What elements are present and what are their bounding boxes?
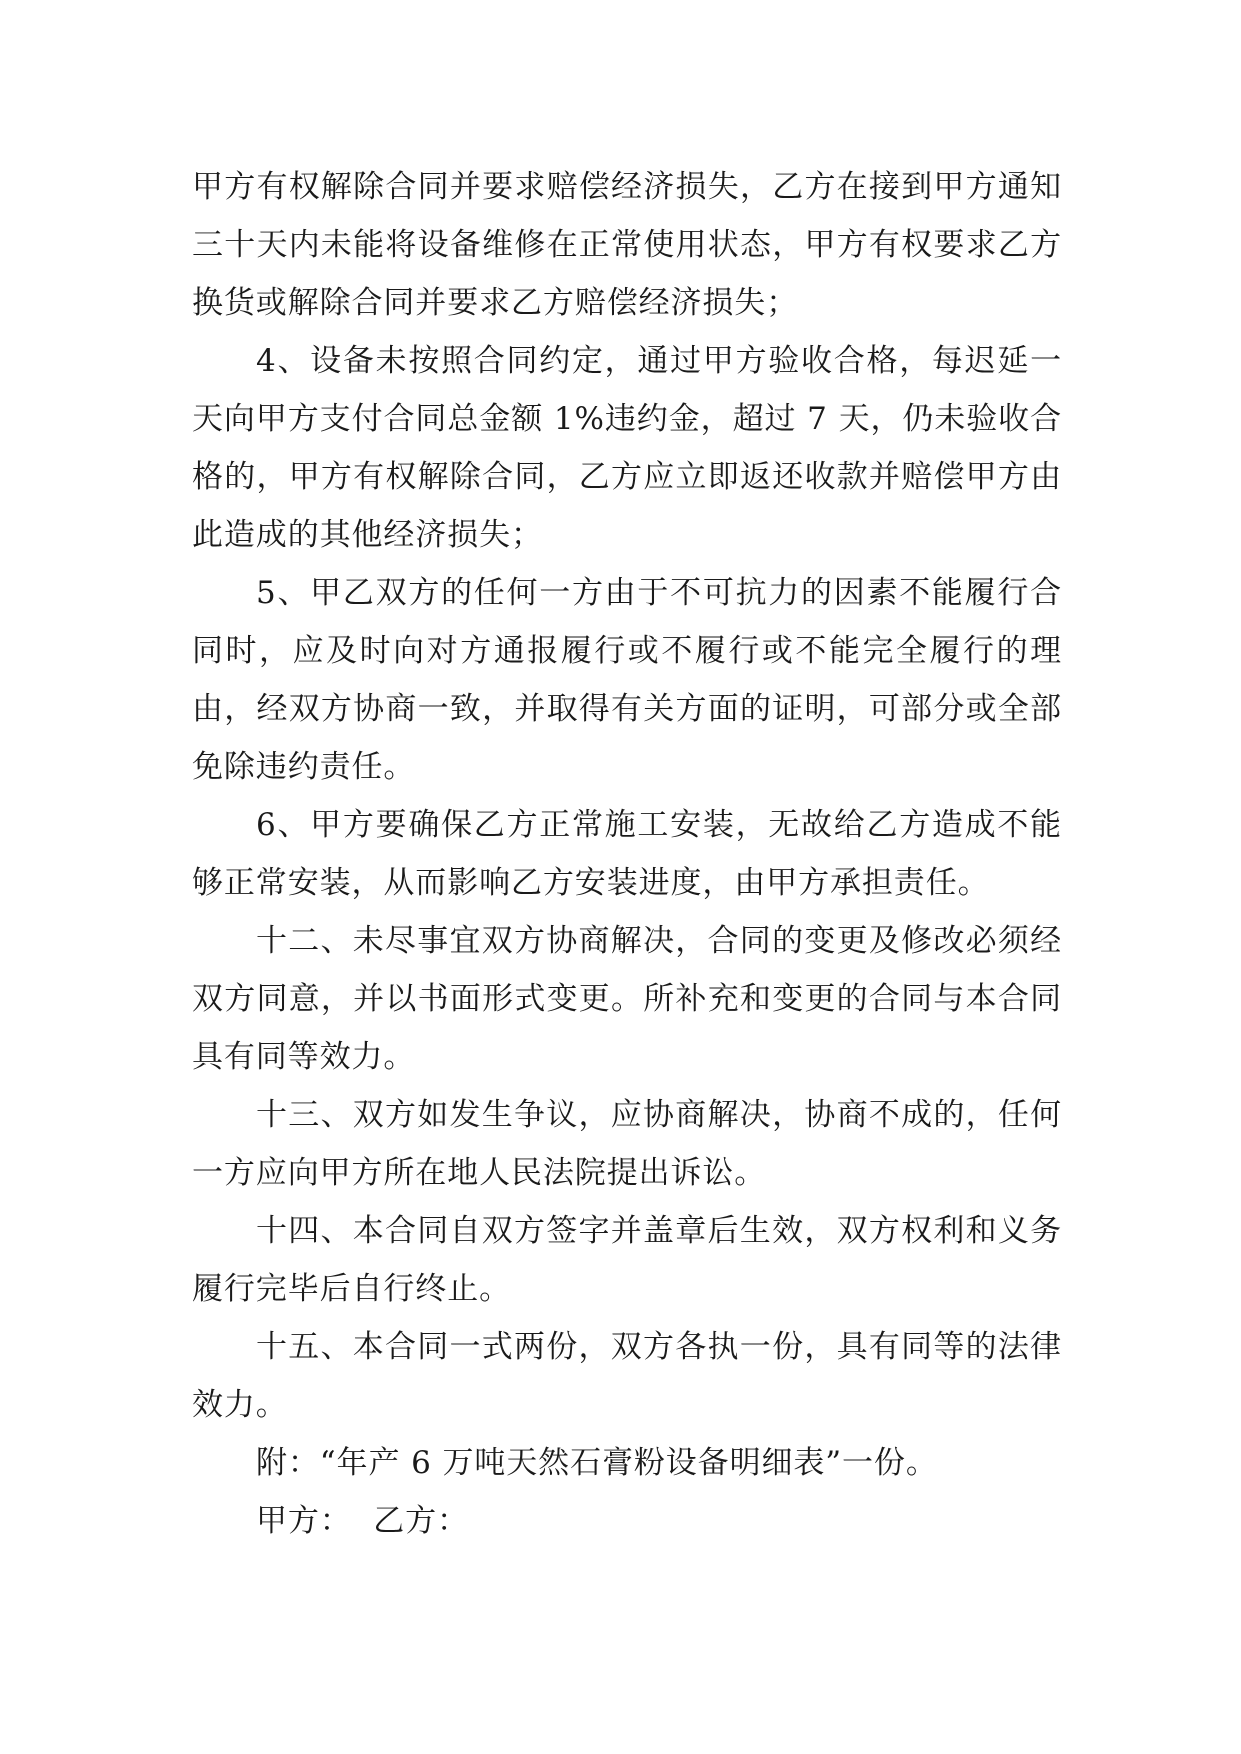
clause-4-paragraph: 4、设备未按照合同约定，通过甲方验收合格，每迟延一天向甲方支付合同总金额 1%违约金，超过 7 天，仍未验收合格的，甲方有权解除合同，乙方应立即返还收款并赔偿甲方由此造成的其他经济损失； (192, 343, 1062, 553)
clause-5-paragraph: 5、甲乙双方的任何一方由于不可抗力的因素不能履行合同时，应及时向对方通报履行或不履行或不能完全履行的理由，经双方协商一致，并取得有关方面的证明，可部分或全部免除违约责任。 (192, 575, 1062, 785)
clause-6-paragraph: 6、甲方要确保乙方正常施工安装，无故给乙方造成不能够正常安装，从而影响乙方安装进度，由甲方承担责任。 (192, 807, 1062, 901)
article-12-paragraph: 十二、未尽事宜双方协商解决，合同的变更及修改必须经双方同意，并以书面形式变更。所补充和变更的合同与本合同具有同等效力。 (192, 923, 1062, 1075)
article-15-paragraph: 十五、本合同一式两份，双方各执一份，具有同等的法律效力。 (192, 1329, 1062, 1423)
article-14-paragraph: 十四、本合同自双方签字并盖章后生效，双方权利和义务履行完毕后自行终止。 (192, 1213, 1062, 1307)
clause-continuation-paragraph: 甲方有权解除合同并要求赔偿经济损失，乙方在接到甲方通知三十天内未能将设备维修在正常使用状态，甲方有权要求乙方换货或解除合同并要求乙方赔偿经济损失； (192, 169, 1062, 321)
signature-line: 甲方： 乙方： (256, 1503, 469, 1539)
attachment-note: 附：“年产 6 万吨天然石膏粉设备明细表”一份。 (256, 1445, 938, 1481)
article-13-paragraph: 十三、双方如发生争议，应协商解决，协商不成的，任何一方应向甲方所在地人民法院提出诉讼。 (192, 1097, 1062, 1191)
document-body (192, 158, 1062, 1550)
